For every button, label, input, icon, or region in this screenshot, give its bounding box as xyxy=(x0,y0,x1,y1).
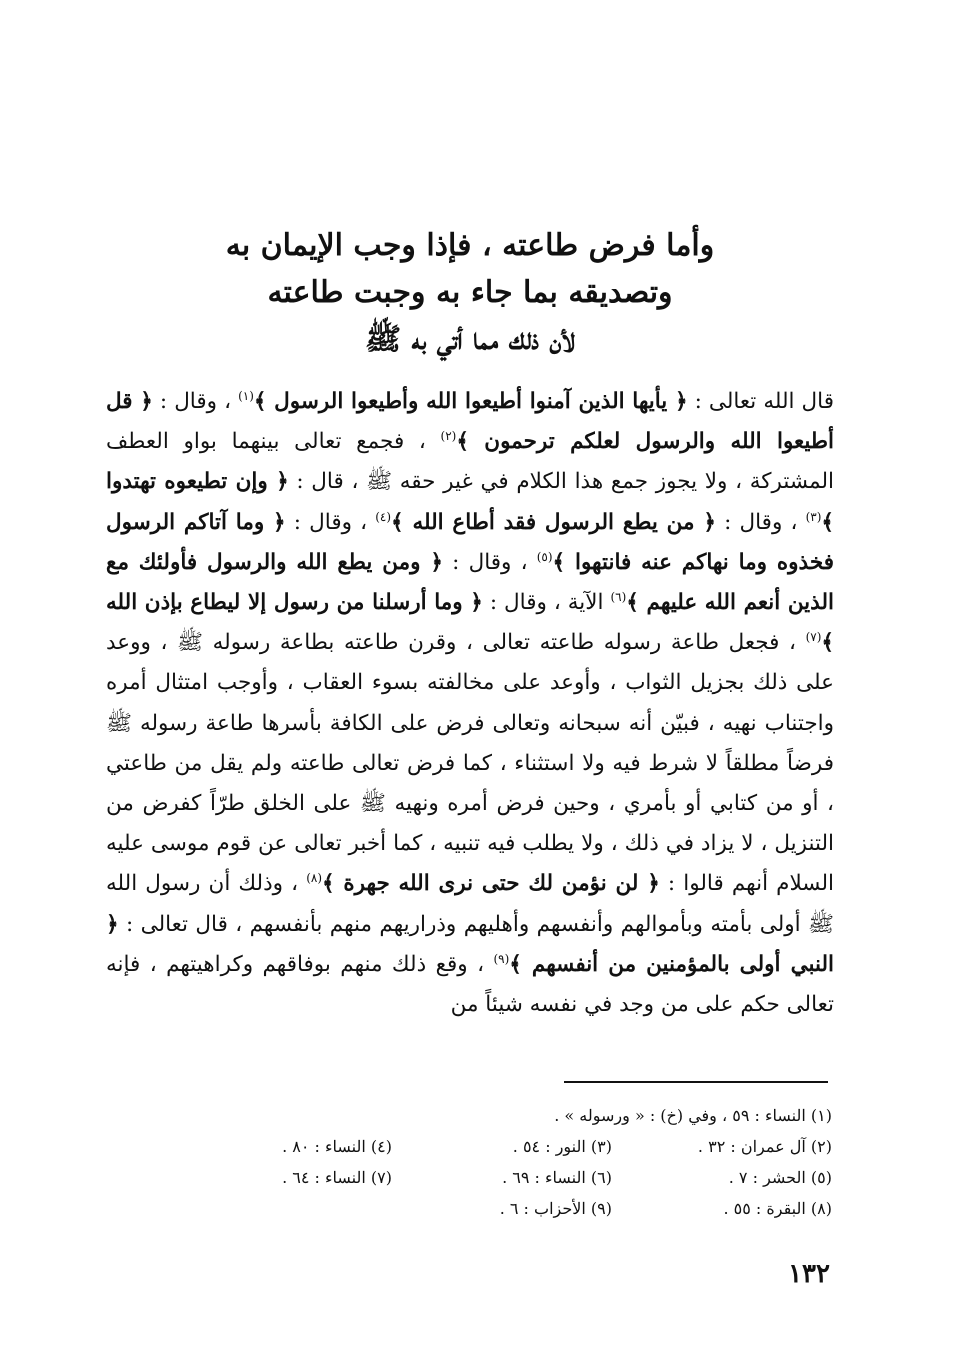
footnote-ref: (٢) xyxy=(440,429,457,444)
quran-quote: ﴿ النبي أولى بالمؤمنين من أنفسهم ﴾ xyxy=(106,911,834,977)
quran-quote: ﴿ وإن تطيعوه تهتدوا ﴾ xyxy=(106,469,834,535)
body-text-segment: ، وقال : xyxy=(715,509,806,535)
footnote-ref: (٦) xyxy=(610,589,627,604)
body-text-segment: ، فجمع تعالى بينهما بواو العطف المشتركة ، ولا يجوز جمع هذا الكلام في غير حقه ﷺ ، قال : xyxy=(106,429,835,495)
footnote-row xyxy=(170,1100,832,1131)
body-text-segment: ، وقال : xyxy=(285,509,376,535)
footnote-ref: (١) xyxy=(238,388,254,403)
footnote-ref: (٥) xyxy=(536,549,553,564)
heading-line-3: لأن ذلك مما أتي به ﷺ xyxy=(365,322,575,357)
body-text-segment: ، وقال : xyxy=(442,549,537,575)
body-text-segment: قال الله تعالى : xyxy=(687,389,834,414)
footnote-ref: (٤) xyxy=(375,509,392,524)
footnote-8: (٨) البقرة : ٥٥ . xyxy=(723,1199,832,1218)
heading-line-1: وأما فرض طاعته ، فإذا وجب الإيمان به xyxy=(225,228,715,263)
footnote-ref: (٩) xyxy=(493,951,510,966)
footnote-2: (٢) آل عمران : ٣٢ . xyxy=(697,1137,832,1156)
body-text-segment: ، فجعل طاعة رسوله طاعته تعالى ، وقرن طاعته بطاعة رسوله ﷺ ، ووعد على ذلك بجزيل الثواب ، وأوعد على مخالفته بسوء العقاب ، وأوجب امتثال أمره واجتناب نهيه ، فبيّن أنه سبحانه وتعالى فرض على الكافة بأسرها طاعة رسوله ﷺ فرضاً مطلقاً لا شرط فيه ولا استثناء ، كما فرض تعالى طاعته ولم يقل من طاعتي ، أو من كتابي أو بأمري ، وحين فرض أمره ونهيه ﷺ على الخلق طرّاً كفرض من التنزيل ، لا يزاد في ذلك ، ولا يطلب فيه تنبيه ، كما أخبر تعالى عن قوم موسى عليه السلام أنهم قالوا : xyxy=(106,630,835,897)
footnote-divider xyxy=(564,1081,828,1083)
page-number: ١٣٢ xyxy=(788,1259,830,1289)
body-text-segment: الآية ، وقال : xyxy=(482,590,611,616)
footnote-5: (٥) الحشر : ٧ . xyxy=(728,1168,832,1187)
body-paragraph xyxy=(106,382,834,1025)
quran-quote: ﴿ قل أطيعوا الله والرسول لعلكم ترحمون ﴾ xyxy=(106,389,835,455)
quran-quote: ﴿ من يطع الرسول فقد أطاع الله ﴾ xyxy=(391,509,716,535)
footnote-row xyxy=(170,1193,832,1224)
body-text-segment: ، وقع ذلك منهم بوفاقهم وكراهيتهم ، فإنه تعالى حكم على من وجد في نفسه شيئاً من xyxy=(106,951,834,1018)
body-text-segment: ، وقال : xyxy=(152,389,239,414)
heading-line-2: وتصديقه بما جاء به وجبت طاعته xyxy=(267,275,673,310)
footnote-row xyxy=(170,1162,832,1193)
footnote-ref: (٧) xyxy=(805,630,822,645)
footnote-ref: (٣) xyxy=(805,509,822,524)
footnotes xyxy=(170,1100,832,1224)
footnote-9: (٩) الأحزاب : ٦ . xyxy=(499,1199,612,1218)
footnote-6: (٦) النساء : ٦٩ . xyxy=(502,1168,612,1187)
footnote-1: (١) النساء : ٥٩ ، وفي (خ) : « ورسوله » . xyxy=(554,1106,832,1125)
footnote-7: (٧) النساء : ٦٤ . xyxy=(282,1168,392,1187)
body-text-segment: ، وذلك أن رسول الله ﷺ أولى بأمته وبأموالهم وأنفسهم وأهليهم وذراريهم منهم بأنفسهم ، قال تعالى : xyxy=(106,871,834,937)
footnote-3: (٣) النور : ٥٤ . xyxy=(512,1137,612,1156)
quran-quote: ﴿ وما أرسلنا من رسول إلا ليطاع بإذن الله ﴾ xyxy=(106,590,834,656)
quran-quote: ﴿ وما آتاكم الرسول فخذوه وما نهاكم عنه فانتهوا ﴾ xyxy=(106,509,834,575)
quran-quote: ﴿ لن نؤمن لك حتى نرى الله جهرة ﴾ xyxy=(322,871,660,897)
quran-quote: ﴿ ومن يطع الله والرسول فأولئك مع الذين أنعم الله عليهم ﴾ xyxy=(106,549,834,616)
footnote-ref: (٨) xyxy=(306,871,323,886)
footnote-4: (٤) النساء : ٨٠ . xyxy=(282,1137,392,1156)
section-heading xyxy=(110,222,830,363)
footnote-row xyxy=(170,1131,832,1162)
quran-quote: ﴿ يأيها الذين آمنوا أطيعوا الله وأطيعوا الرسول ﴾ xyxy=(253,389,688,414)
